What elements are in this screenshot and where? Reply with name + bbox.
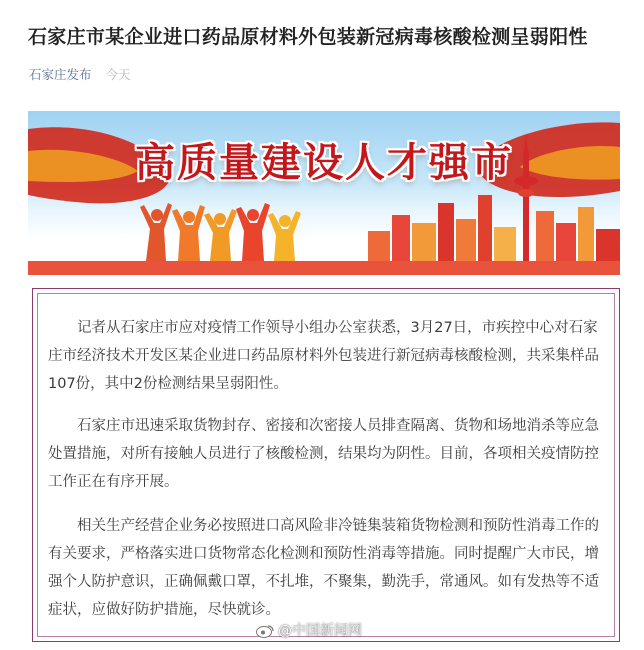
paragraph-2: 石家庄市迅速采取货物封存、密接和次密接人员排查隔离、货物和场地消杀等应急处置措施，对所有接触人员进行了核酸检测，结果均为阴性。目前，各项相关疫情防控工作正在有序开展。 [48,418,599,490]
article-body-frame [32,288,620,642]
publish-time: 今天 [105,67,131,82]
paragraph-3: 相关生产经营企业务必按照进口高风险非冷链集装箱货物检测和预防性消毒工作的有关要求，严格落实进口货物常态化检测和预防性消毒等措施。同时提醒广大市民，增强个人防护意识，正确佩戴口罩，不扎堆，不聚集，勤洗手，常通风。如有发热等不适症状，应做好防护措施，尽快就诊。 [48,518,599,618]
cheering-people [140,203,301,261]
paragraph-1: 记者从石家庄市应对疫情工作领导小组办公室获悉，3月27日，市疾控中心对石家庄市经济技术开发区某企业进口药品原材料外包装进行新冠病毒核酸检测，共采集样品107份，其中2份检测结果呈弱阳性。 [48,320,599,392]
watermark-text: @中国新闻网 [278,623,362,639]
source-link[interactable]: 石家庄发布 [29,67,92,82]
article-title: 石家庄市某企业进口药品原材料外包装新冠病毒核酸检测呈弱阳性 [28,26,588,48]
article-body [37,293,615,637]
weibo-icon [256,624,274,638]
banner-image [28,111,620,275]
ground-band [28,261,620,275]
article-meta [29,66,131,84]
watermark [256,620,362,640]
banner-slogan: 高质量建设人才强市 [135,140,513,186]
